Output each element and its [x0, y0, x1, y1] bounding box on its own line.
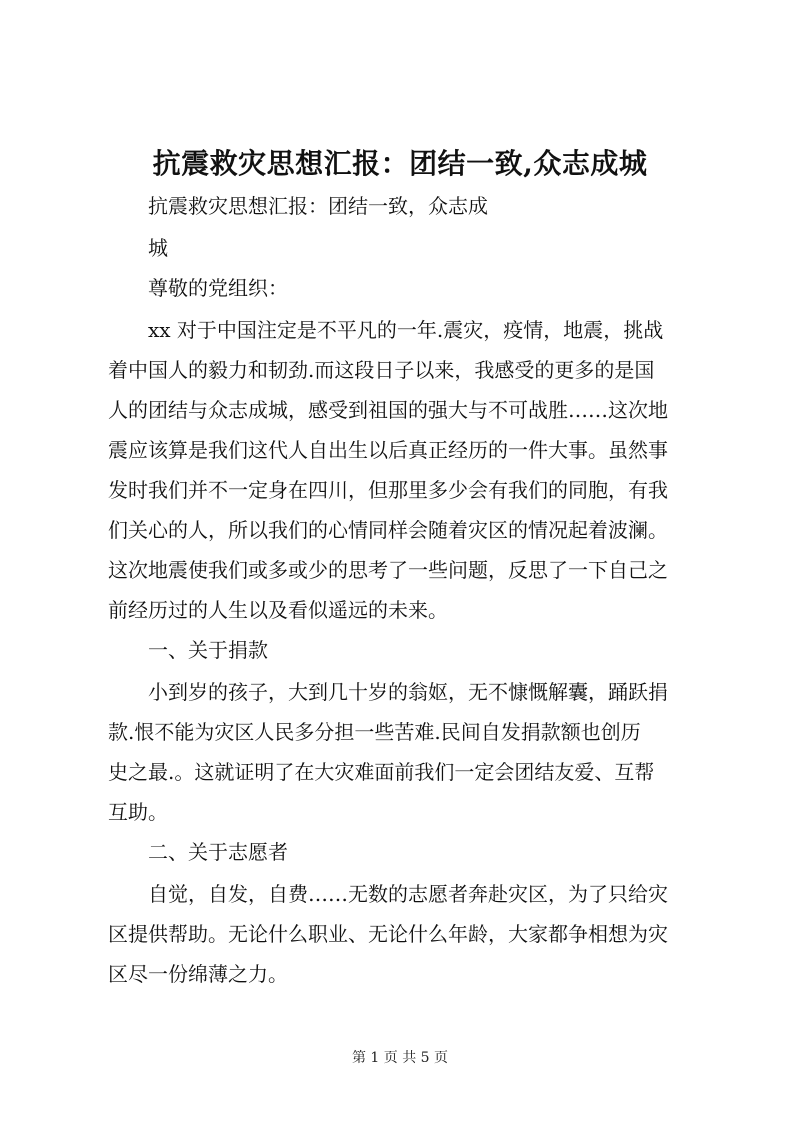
paragraph-1-line: 前经历过的人生以及看似遥远的未来。 [108, 598, 448, 622]
paragraph-3-line: 自觉，自发，自费……无数的志愿者奔赴灾区，为了只给灾 [148, 882, 668, 906]
document-title: 抗震救灾思想汇报：团结一致,众志成城 [152, 147, 648, 180]
paragraph-1-line: 们关心的人，所以我们的心情同样会随着灾区的情况起着波澜。 [108, 518, 668, 542]
subtitle-line-2: 城 [148, 236, 168, 260]
salutation: 尊敬的党组织： [148, 276, 288, 300]
paragraph-1-line: 着中国人的毅力和韧劲.而这段日子以来，我感受的更多的是国 [108, 358, 655, 382]
paragraph-3-line: 区提供帮助。无论什么职业、无论什么年龄，大家都争相想为灾 [108, 922, 668, 946]
section-heading-donation: 一、关于捐款 [148, 638, 268, 662]
section-heading-volunteers: 二、关于志愿者 [148, 840, 288, 864]
paragraph-1-line: 震应该算是我们这代人自出生以后真正经历的一件大事。虽然事 [108, 438, 668, 462]
subtitle-line-1: 抗震救灾思想汇报：团结一致，众志成 [148, 194, 488, 218]
paragraph-2-line: 史之最.。这就证明了在大灾难面前我们一定会团结友爱、互帮 [108, 760, 655, 784]
paragraph-1-line: 人的团结与众志成城，感受到祖国的强大与不可战胜……这次地 [108, 398, 668, 422]
page-footer: 第 1 页 共 5 页 [351, 1050, 449, 1066]
paragraph-2-line: 款.恨不能为灾区人民多分担一些苦难.民间自发捐款额也创历 [108, 720, 641, 744]
paragraph-3-line: 区尽一份绵薄之力。 [108, 962, 288, 986]
paragraph-1-line: 发时我们并不一定身在四川，但那里多少会有我们的同胞，有我 [108, 478, 668, 502]
paragraph-2-line: 互助。 [108, 800, 168, 824]
paragraph-2-line: 小到岁的孩子，大到几十岁的翁妪，无不慷慨解囊，踊跃捐 [148, 680, 668, 704]
paragraph-1-line: 这次地震使我们或多或少的思考了一些问题，反思了一下自己之 [108, 558, 668, 582]
paragraph-1-line: xx 对于中国注定是不平凡的一年.震灾，疫情，地震，挑战 [148, 318, 664, 342]
